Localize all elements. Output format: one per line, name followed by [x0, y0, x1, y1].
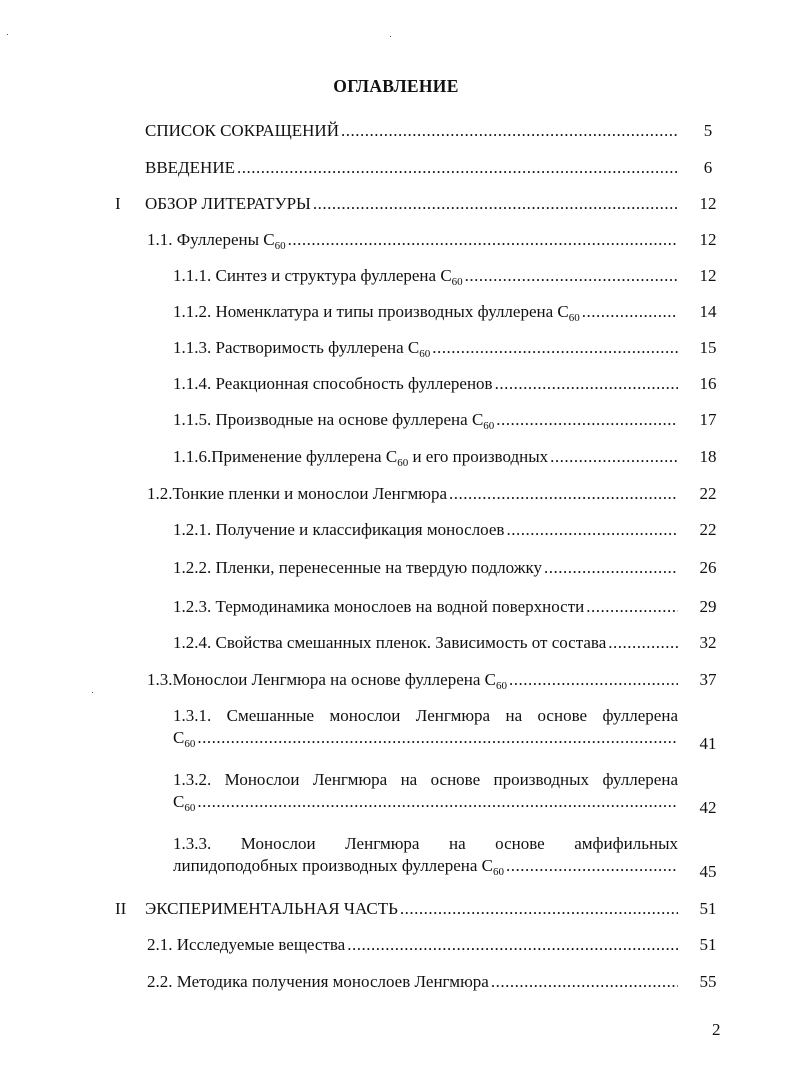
toc-page-number: 32: [699, 633, 717, 652]
toc-entry-text-line1: 1.3.1. Смешанные монослои Ленгмюра на основе фуллерена: [173, 706, 678, 725]
toc-page-number: 42: [699, 798, 717, 817]
dot-leader: [197, 728, 678, 748]
dot-leader: [495, 374, 678, 394]
chapter-number: I: [115, 194, 121, 213]
chapter-number: II: [115, 899, 127, 918]
subscript: 60: [274, 240, 286, 250]
subscript: 60: [495, 680, 507, 690]
scan-speck: [7, 34, 8, 35]
dot-leader: [506, 856, 678, 876]
toc-entry-text: 1.2.4. Свойства смешанных пленок. Зависимость от состава: [173, 633, 607, 652]
dot-leader: [237, 158, 678, 178]
toc-page-number: 22: [699, 520, 717, 539]
toc-entry-1-3-2[interactable]: [0, 770, 792, 830]
dot-leader: [197, 792, 678, 812]
dot-leader: [491, 972, 678, 992]
toc-page-number: 51: [699, 935, 717, 954]
dot-leader: [347, 935, 678, 955]
toc-entry-text: 1.2.2. Пленки, перенесенные на твердую подложку: [173, 558, 542, 577]
toc-page-number: 5: [703, 121, 713, 140]
toc-page-number: 12: [699, 194, 717, 213]
toc-entry-text: 1.2.Тонкие пленки и монослои Ленгмюра: [147, 484, 447, 503]
toc-entry-text: 1.3.Монослои Ленгмюра на основе фуллерена $С_{60}$: [147, 670, 507, 690]
toc-page-number: 45: [699, 862, 717, 881]
toc-entry-text: 2.1. Исследуемые вещества: [147, 935, 346, 954]
toc-page-number: 12: [699, 230, 717, 249]
subscript: 60: [451, 276, 463, 286]
toc-page-number: 51: [699, 899, 717, 918]
toc-entry-text: 1.1. Фуллерены $С_{60}$: [147, 230, 286, 250]
toc-page-number: 15: [699, 338, 717, 357]
toc-entry-text-line1: 1.3.3. Монослои Ленгмюра на основе амфифильных: [173, 834, 678, 853]
toc-page-number: 14: [699, 302, 717, 321]
dot-leader: [313, 194, 678, 214]
dot-leader: [400, 899, 678, 919]
dot-leader: [341, 121, 678, 141]
dot-leader: [496, 410, 678, 430]
toc-entry-text: 1.1.6.Применение фуллерена $С_{60}$ и его производных: [173, 447, 549, 467]
toc-entry-text: 1.2.3. Термодинамика монослоев на водной поверхности: [173, 597, 585, 616]
dot-leader: [432, 338, 678, 358]
toc-entry-text: 1.1.5. Производные на основе фуллерена $С_{60}$: [173, 410, 495, 430]
toc-page-number: 29: [699, 597, 717, 616]
toc-page-number: 22: [699, 484, 717, 503]
toc-entry-text-line2: липидоподобных производных фуллерена $С_{60}$: [173, 856, 504, 876]
toc-entry-text: 1.1.3. Растворимость фуллерена $С_{60}$: [173, 338, 431, 358]
toc-page-number: 41: [699, 734, 717, 753]
subscript: 60: [483, 420, 495, 430]
toc-entry-text-line1: 1.3.2. Монослои Ленгмюра на основе производных фуллерена: [173, 770, 678, 789]
subscript: 60: [184, 802, 196, 812]
toc-page-number: 16: [699, 374, 717, 393]
scan-speck: [92, 692, 93, 693]
subscript: 60: [419, 348, 431, 358]
toc-entry-text: СПИСОК СОКРАЩЕНИЙ: [145, 121, 339, 140]
toc-entry-text-line2: $С_{60}$: [173, 728, 196, 748]
page-title: ОГЛАВЛЕНИЕ: [333, 76, 459, 96]
subscript: 60: [493, 866, 504, 876]
toc-entry-text: 1.1.1. Синтез и структура фуллерена $С_{60}$: [173, 266, 463, 286]
toc-entry-text: 1.2.1. Получение и классификация монослоев: [173, 520, 505, 539]
toc-entry-text: 2.2. Методика получения монослоев Ленгмюра: [147, 972, 489, 991]
toc-entry-text: ОБЗОР ЛИТЕРАТУРЫ: [145, 194, 311, 213]
toc-entry-text-line2: $С_{60}$: [173, 792, 196, 812]
dot-leader: [288, 230, 678, 250]
subscript: 60: [568, 312, 580, 322]
toc-page-number: 26: [699, 558, 717, 577]
toc-page-number: 37: [699, 670, 717, 689]
toc-entry-text: ВВЕДЕНИЕ: [145, 158, 235, 177]
dot-leader: [449, 484, 678, 504]
dot-leader: [465, 266, 678, 286]
toc-entry-text: 1.1.4. Реакционная способность фуллеренов: [173, 374, 493, 393]
toc-page-number: 18: [699, 447, 717, 466]
dot-leader: [550, 447, 678, 467]
toc-entry-1-3-3[interactable]: [0, 834, 792, 894]
toc-page-number: 17: [699, 410, 717, 429]
subscript: 60: [397, 457, 409, 467]
dot-leader: [506, 520, 678, 540]
dot-leader: [544, 558, 678, 578]
dot-leader: [582, 302, 678, 322]
toc-entry-text: 1.1.2. Номенклатура и типы производных фуллерена $С_{60}$: [173, 302, 580, 322]
toc-entry-1-3-1[interactable]: [0, 706, 792, 766]
scan-speck: [390, 36, 391, 37]
toc-page-number: 12: [699, 266, 717, 285]
dot-leader: [509, 670, 678, 690]
toc-page-number: 6: [703, 158, 713, 177]
subscript: 60: [184, 738, 196, 748]
page-number: 2: [712, 1020, 721, 1039]
dot-leader: [608, 633, 678, 653]
toc-entry-text: ЭКСПЕРИМЕНТАЛЬНАЯ ЧАСТЬ: [145, 899, 398, 918]
dot-leader: [586, 597, 678, 617]
toc-page-number: 55: [699, 972, 717, 991]
